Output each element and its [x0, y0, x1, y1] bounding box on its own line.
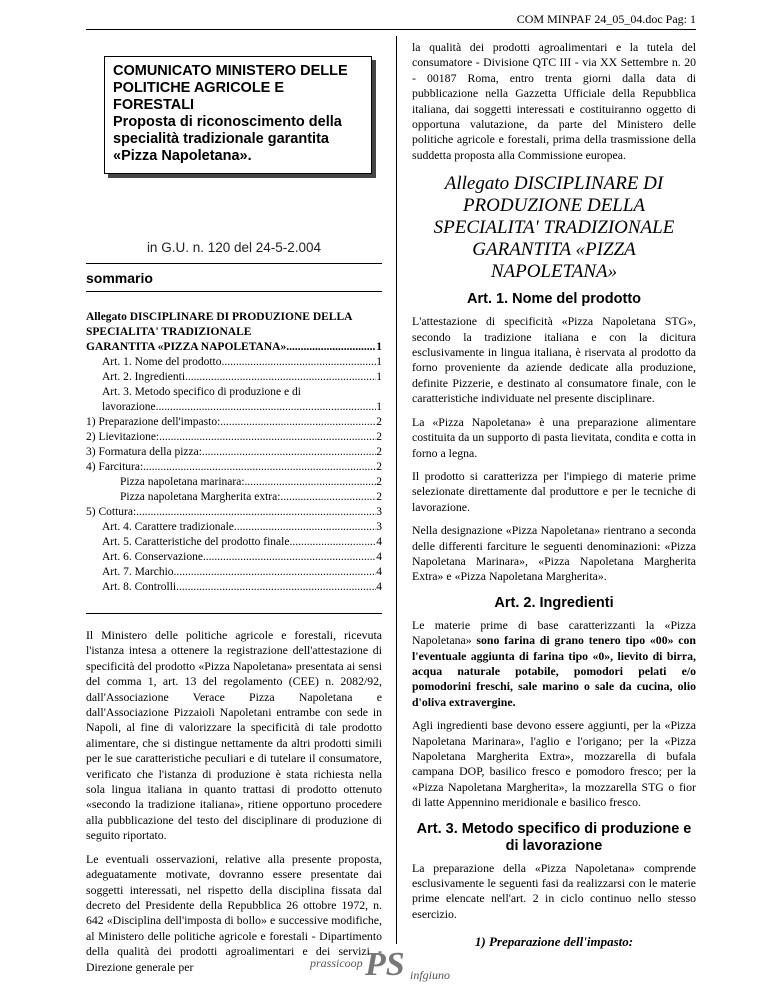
- left-body: [86, 628, 382, 975]
- title-line-1: COMUNICATO MINISTERO DELLE POLITICHE AGRICOLE E FORESTALI: [113, 63, 348, 113]
- toc-leader: [143, 460, 376, 475]
- body-paragraph: Le eventuali osservazioni, relative alla presente proposta, adeguatamente motivate, dovranno essere presentate dai soggetti interessati, nel rispetto della disciplina fissata dal decreto del Presidente della Repubblica 26 ottobre 1972, n. 642 «Disciplina dell'imposta di bollo» e successive modifiche, al Ministero delle politiche agricole e forestali - Dipartimento della qualità dei prodotti agroalimentari e dei servizi - Direzione generale per: [86, 851, 382, 974]
- gu-reference: in G.U. n. 120 del 24-5-2.004: [146, 240, 322, 255]
- toc-leader: [185, 370, 376, 385]
- toc-entry[interactable]: [86, 460, 382, 475]
- toc-leader: [156, 400, 377, 415]
- toc-entry-page: 1: [376, 371, 382, 383]
- art3-paragraph-1: La preparazione della «Pizza Napoletana» comprende esclusivamente le seguenti fasi da realizzarsi con le materie prime elencate nell'art. 2 in ciclo continuo nello stesso esercizio.: [412, 860, 696, 921]
- toc-entry-page: 2: [376, 431, 382, 443]
- toc-entry[interactable]: [86, 565, 382, 580]
- toc-leader: [203, 550, 376, 565]
- toc-leader: [136, 505, 376, 520]
- art2-p1-normal: Le materie prime di base caratterizzanti la «Pizza Napoletana»: [412, 617, 696, 648]
- column-divider: [396, 36, 397, 944]
- toc-entry-page: 2: [376, 491, 382, 503]
- subheading-1: 1) Preparazione dell'impasto:: [474, 934, 634, 950]
- toc-entry-title: Art. 4. Carattere tradizionale: [102, 521, 234, 533]
- toc-entry-title: Art. 8. Controlli: [102, 581, 177, 593]
- toc-entry[interactable]: [86, 550, 382, 565]
- toc-entries: [86, 355, 382, 595]
- toc-entry-page: 2: [376, 461, 382, 473]
- toc-leader: [286, 340, 376, 355]
- toc-entry-page: 3: [376, 506, 382, 518]
- art2-paragraph-1: [412, 618, 696, 710]
- allegato-heading: Allegato DISCIPLINARE DI PRODUZIONE DELLA SPECIALITA' TRADIZIONALE GARANTITA «PIZZA NAPOLETANA»: [433, 173, 675, 283]
- toc-entry[interactable]: [86, 385, 382, 400]
- prassicoop-logo: [310, 948, 470, 992]
- toc-entry-title: Art. 2. Ingredienti: [102, 371, 186, 383]
- toc-leader: [174, 565, 377, 580]
- toc-leader: [159, 430, 376, 445]
- art1-paragraph: Il prodotto si caratterizza per l'impiego di materie prime selezionate direttamente dal produttore e per le tecniche di lavorazione.: [412, 468, 696, 514]
- header-rule: [86, 29, 696, 30]
- toc-entry[interactable]: [86, 400, 382, 415]
- toc-leader: [176, 580, 376, 595]
- page-footer: [0, 944, 768, 994]
- left-column: [86, 40, 382, 975]
- art3-heading: Art. 3. Metodo specifico di produzione e di lavorazione: [416, 820, 692, 854]
- toc-entry-page: 4: [376, 581, 382, 593]
- toc-leader: [280, 490, 376, 505]
- toc-entry-title: 1) Preparazione dell'impasto:: [86, 416, 221, 428]
- art1-paragraph: Nella designazione «Pizza Napoletana» rientrano a seconda delle differenti farciture le seguenti denominazioni: «Pizza Napoletana Marinara», «Pizza Napoletana Margherita Extra» e «Pizza Napoletana Margherita».: [412, 523, 696, 584]
- toc-leader: [202, 445, 376, 460]
- art1-paragraph: L'attestazione di specificità «Pizza Napoletana STG», secondo la tradizione italiana e con la dicitura esclusivamente in lingua italiana, è riservata al prodotto da forno proveniente da aziende dedicate alla produzione, definite Pizzerie, e destinato al consumatore finale, con le caratteristiche individuate nel presente disciplinare.: [412, 314, 696, 406]
- right-column: [412, 40, 696, 950]
- toc-entry-title: 2) Lievitazione:: [86, 431, 160, 443]
- table-of-contents: [86, 310, 382, 595]
- toc-entry-title: 5) Cottura:: [86, 506, 137, 518]
- logo-left-text: prassicoop: [310, 956, 363, 970]
- toc-entry-title: Art. 5. Caratteristiche del prodotto finale: [102, 536, 290, 548]
- intro-paragraph: la qualità dei prodotti agroalimentari e la tutela del consumatore - Divisione QTC III - via XX Settembre n. 20 - 00187 Roma, entro trenta giorni dalla data di pubblicazione nella Gazzetta Ufficiale della Repubblica italiana, dai soggetti interessati e costituiranno oggetto di opportuna valutazione, da parte del Ministero delle politiche agricole e forestali, prima della trasmissione della suddetta proposta alla Commissione europea.: [412, 40, 696, 162]
- toc-leader: [245, 475, 377, 490]
- sommario-rule: [86, 291, 382, 292]
- toc-rule: [86, 613, 382, 614]
- title-line-2: Proposta di riconoscimento della specialità tradizionale garantita «Pizza Napoletana».: [113, 114, 342, 164]
- toc-entry-page: 2: [376, 446, 382, 458]
- gu-rule: [86, 263, 382, 264]
- toc-head-page: 1: [376, 341, 382, 353]
- toc-entry[interactable]: [86, 430, 382, 445]
- toc-head-entry[interactable]: [86, 340, 382, 355]
- toc-entry[interactable]: [86, 475, 382, 490]
- toc-entry-title: Art. 6. Conservazione: [102, 551, 203, 563]
- toc-entry-page: 1: [376, 401, 382, 413]
- toc-entry-title: 4) Farcitura:: [86, 461, 144, 473]
- title-box: [104, 56, 372, 174]
- logo-mark: PS: [365, 946, 405, 983]
- toc-entry-title: lavorazione: [102, 401, 156, 413]
- toc-entry-page: 4: [376, 536, 382, 548]
- toc-leader: [221, 355, 376, 370]
- toc-entry-page: 4: [376, 566, 382, 578]
- sommario-title: sommario: [86, 270, 153, 286]
- art1-paragraph: La «Pizza Napoletana» è una preparazione alimentare costituita da un supporto di pasta lievitata, condita e cotta in forno a legna.: [412, 414, 696, 460]
- toc-entry[interactable]: [86, 370, 382, 385]
- body-paragraph: Il Ministero delle politiche agricole e forestali, ricevuta l'istanza intesa a ottenere la registrazione dell'attestazione di specificità del prodotto «Pizza Napoletana» presentata ai sensi del comma 1, art. 13 del regolamento (CEE) n. 2082/92, dall'Associazione Verace Pizza Napoletana e dall'Associazione Pizzaioli Napoletani entrambe con sede in Napoli, al fine di valorizzare la specificità di tale prodotto alimentare, che si distingue nettamente da altri prodotti simili per le sue caratteristiche peculiari e di tutelare il consumatore, verificato che l'istanza di produzione è stata richiesta nella sola lingua italiana in quanto trattasi di prodotto ottenuto «secondo la tradizione italiana», ritiene opportuno procedere alla pubblicazione del testo del disciplinare di produzione di seguito riportato.: [86, 628, 382, 843]
- toc-entry-page: 2: [376, 416, 382, 428]
- art2-paragraph-2: Agli ingredienti base devono essere aggiunti, per la «Pizza Napoletana Marinara», l'aglio e l'origano; per la «Pizza Napoletana Margherita Extra», mozzarella di bufala campana DOP, basilico fresco e pomodoro fresco; per la «Pizza Napoletana Margherita», la mozzarella STG o fior di latte Appennino meridionale e basilico fresco.: [412, 718, 696, 810]
- toc-entry-page: 4: [376, 551, 382, 563]
- toc-entry-title: 3) Formatura della pizza:: [86, 446, 202, 458]
- toc-entry[interactable]: [86, 580, 382, 595]
- toc-entry[interactable]: [86, 535, 382, 550]
- toc-head-last: GARANTITA «PIZZA NAPOLETANA»: [86, 341, 287, 353]
- toc-entry-title: Art. 1. Nome del prodotto: [102, 356, 222, 368]
- logo-right-text: infgiuno: [410, 968, 451, 982]
- toc-entry-page: 1: [376, 356, 382, 368]
- page-header: COM MINPAF 24_05_04.doc Pag: 1: [516, 12, 696, 26]
- art1-heading: Art. 1. Nome del prodotto: [467, 291, 641, 308]
- toc-leader: [289, 535, 376, 550]
- toc-entry-title: Pizza napoletana Margherita extra:: [120, 491, 281, 503]
- toc-entry-title: Art. 7. Marchio: [102, 566, 174, 578]
- toc-entry-title: Art. 3. Metodo specifico di produzione e di: [102, 386, 301, 398]
- toc-head-text: Allegato DISCIPLINARE DI PRODUZIONE DELLA SPECIALITA' TRADIZIONALE: [86, 311, 352, 338]
- toc-leader: [234, 520, 376, 535]
- toc-entry-page: 3: [376, 521, 382, 533]
- art2-p1-bold: sono farina di grano tenero tipo «00» con l'eventuale aggiunta di farina tipo «0», lievito di birra, acqua naturale potabile, pomodori pelati e/o pomodorini freschi, sale marino o sale da cucina, olio d'oliva extravergine.: [412, 633, 696, 709]
- toc-entry[interactable]: [86, 355, 382, 370]
- art1-body: [412, 314, 696, 585]
- toc-leader: [220, 415, 376, 430]
- toc-entry-title: Pizza napoletana marinara:: [120, 476, 245, 488]
- toc-entry[interactable]: [86, 520, 382, 535]
- toc-entry[interactable]: [86, 505, 382, 520]
- toc-entry[interactable]: [86, 445, 382, 460]
- art2-heading: Art. 2. Ingredienti: [494, 594, 614, 611]
- toc-entry-page: 2: [376, 476, 382, 488]
- toc-entry[interactable]: [86, 415, 382, 430]
- toc-entry[interactable]: [86, 490, 382, 505]
